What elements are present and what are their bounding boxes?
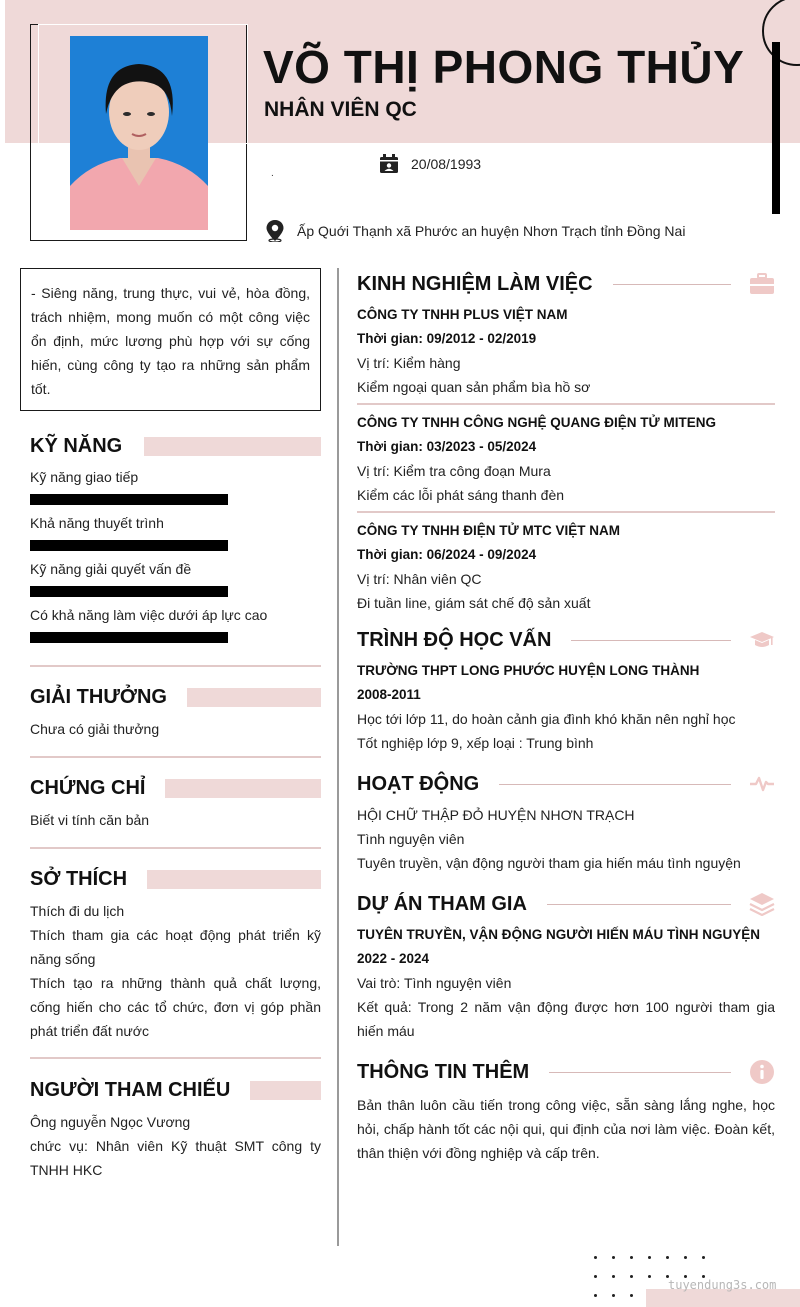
birthdate-text: 20/08/1993	[411, 156, 482, 172]
certificates-section	[30, 773, 321, 832]
section-title-bar	[250, 1081, 321, 1100]
section-title: KINH NGHIỆM LÀM VIỆC	[357, 272, 593, 295]
candidate-name: VÕ THỊ PHONG THỦY	[263, 41, 745, 93]
section-separator	[30, 1057, 321, 1059]
job-time: Thời gian: 09/2012 - 02/2019	[357, 331, 537, 346]
activity-role: Tình nguyện viên	[357, 831, 465, 847]
briefcase-icon	[749, 271, 775, 297]
layers-icon	[749, 891, 775, 917]
skill-level-fill	[30, 494, 228, 505]
skill-level-fill	[30, 632, 228, 643]
section-title-line	[571, 640, 731, 641]
career-summary: - Siêng năng, trung thực, vui vẻ, hòa đồng, trách nhiệm, mong muốn có một công việc ổn định, mức lương phù hợp với sự cống hiến, cùng công ty tạo ra những sản phẩm tốt.	[20, 268, 321, 411]
school-years: 2008-2011	[357, 687, 421, 702]
projects-section	[357, 889, 775, 1043]
section-title-line	[499, 784, 731, 785]
school-name: TRƯỜNG THPT LONG PHƯỚC HUYỆN LONG THÀNH	[357, 663, 700, 678]
skill-item	[30, 467, 321, 513]
section-title-line	[613, 284, 731, 285]
job-position: Vị trí: Kiểm tra công đoạn Mura	[357, 463, 551, 479]
activities-section	[357, 769, 775, 875]
awards-section	[30, 682, 321, 741]
skills-section	[30, 431, 321, 651]
section-title-bar	[144, 437, 321, 456]
address-row	[265, 220, 685, 242]
decorative-dot	[630, 1294, 633, 1297]
skill-level-bar	[30, 632, 228, 643]
job-description: Kiểm các lỗi phát sáng thanh đèn	[357, 487, 565, 503]
job-description: Kiểm ngoại quan sản phẩm bìa hồ sơ	[357, 379, 591, 395]
job-position: Vị trí: Nhân viên QC	[357, 571, 482, 587]
graduation-cap-icon	[749, 627, 775, 653]
section-title-line	[547, 904, 731, 905]
job-entry	[357, 303, 775, 399]
references-section	[30, 1075, 321, 1182]
education-section	[357, 625, 775, 755]
decorative-dot	[612, 1256, 615, 1259]
hobby-item: Thích tạo ra những thành quả chất lượng, cống hiến cho các tổ chức, đơn vị góp phần phát triển đất nước	[30, 975, 321, 1039]
extra-info-section	[357, 1057, 775, 1165]
watermark: tuyendung3s.com	[668, 1278, 777, 1292]
job-entry	[357, 519, 775, 615]
decorative-dot	[648, 1256, 651, 1259]
info-placeholder: .	[271, 168, 274, 179]
skill-level-fill	[30, 586, 228, 597]
section-title: SỞ THÍCH	[30, 867, 128, 890]
skill-item	[30, 559, 321, 605]
education-detail: Học tới lớp 11, do hoàn cảnh gia đình khó khăn nên nghỉ học	[357, 711, 736, 727]
job-time: Thời gian: 03/2023 - 05/2024	[357, 439, 537, 454]
decorative-dot	[594, 1256, 597, 1259]
decorative-dot	[648, 1275, 651, 1278]
section-title-bar	[187, 688, 321, 707]
candidate-role: NHÂN VIÊN QC	[264, 98, 417, 121]
section-title-bar	[165, 779, 321, 798]
section-separator	[30, 847, 321, 849]
skill-level-bar	[30, 586, 228, 597]
column-divider	[337, 268, 339, 1246]
activity-org: HỘI CHỮ THẬP ĐỎ HUYỆN NHƠN TRẠCH	[357, 807, 635, 823]
section-title: DỰ ÁN THAM GIA	[357, 892, 527, 915]
activity-description: Tuyên truyền, vận động người tham gia hiến máu tình nguyện	[357, 855, 741, 871]
skill-item	[30, 605, 321, 651]
hobbies-section	[30, 864, 321, 1043]
awards-text: Chưa có giải thưởng	[30, 721, 160, 737]
job-separator	[357, 511, 775, 513]
experience-section	[357, 269, 775, 615]
decorative-dot	[684, 1256, 687, 1259]
section-title: THÔNG TIN THÊM	[357, 1060, 530, 1083]
birthdate-row	[379, 154, 481, 174]
section-title: HOẠT ĐỘNG	[357, 772, 480, 795]
job-time: Thời gian: 06/2024 - 09/2024	[357, 547, 537, 562]
calendar-icon	[379, 154, 399, 174]
skill-level-fill	[30, 540, 228, 551]
section-title-bar	[147, 870, 321, 889]
skill-item	[30, 513, 321, 559]
hobby-item: Thích đi du lịch	[30, 903, 125, 919]
skill-label: Khả năng thuyết trình	[30, 515, 164, 531]
decorative-dot	[702, 1256, 705, 1259]
heartbeat-icon	[749, 771, 775, 797]
certificates-text: Biết vi tính căn bản	[30, 812, 150, 828]
hobby-item: Thích tham gia các hoạt động phát triển kỹ năng sống	[30, 927, 321, 967]
skill-label: Kỹ năng giải quyết vấn đề	[30, 561, 192, 577]
avatar	[70, 36, 208, 230]
section-title: TRÌNH ĐỘ HỌC VẤN	[357, 628, 552, 651]
section-separator	[30, 665, 321, 667]
decorative-dot	[630, 1275, 633, 1278]
project-result: Kết quả: Trong 2 năm vận động được hơn 100 người tham gia hiến máu	[357, 999, 775, 1039]
education-detail: Tốt nghiệp lớp 9, xếp loại : Trung bình	[357, 735, 594, 751]
address-text: Ấp Quới Thạnh xã Phước an huyện Nhơn Trạch tỉnh Đồng Nai	[297, 223, 686, 239]
map-pin-icon	[265, 220, 285, 242]
decorative-dot	[612, 1275, 615, 1278]
project-role: Vai trò: Tình nguyện viên	[357, 975, 512, 991]
job-company: CÔNG TY TNHH ĐIỆN TỬ MTC VIỆT NAM	[357, 523, 620, 538]
decorative-dot	[594, 1275, 597, 1278]
section-title: NGƯỜI THAM CHIẾU	[30, 1078, 231, 1101]
project-years: 2022 - 2024	[357, 951, 430, 966]
decorative-dot	[630, 1256, 633, 1259]
job-company: CÔNG TY TNHH CÔNG NGHỆ QUANG ĐIỆN TỬ MITENG	[357, 415, 716, 430]
decorative-dot	[666, 1256, 669, 1259]
decorative-dot	[594, 1294, 597, 1297]
job-company: CÔNG TY TNHH PLUS VIỆT NAM	[357, 307, 568, 322]
job-entry	[357, 411, 775, 507]
section-separator	[30, 756, 321, 758]
decorative-dot	[612, 1294, 615, 1297]
job-position: Vị trí: Kiểm hàng	[357, 355, 461, 371]
job-separator	[357, 403, 775, 405]
skill-level-bar	[30, 494, 228, 505]
extra-info-text: Bản thân luôn cầu tiến trong công việc, sẵn sàng lắng nghe, học hỏi, chấp hành tốt các nội qui, qui định của nơi làm việc. Đoàn kết, thân thiện với đồng nghiệp và cấp trên.	[357, 1097, 775, 1161]
job-description: Đi tuần line, giám sát chế độ sản xuất	[357, 595, 591, 611]
reference-position: chức vụ: Nhân viên Kỹ thuật SMT công ty TNHH HKC	[30, 1138, 321, 1178]
reference-name: Ông nguyễn Ngọc Vương	[30, 1114, 191, 1130]
section-title: GIẢI THƯỞNG	[30, 685, 167, 708]
project-name: TUYÊN TRUYỀN, VẬN ĐỘNG NGƯỜI HIẾN MÁU TÌNH NGUYỆN	[357, 927, 760, 942]
skill-label: Có khả năng làm việc dưới áp lực cao	[30, 607, 268, 623]
info-icon	[749, 1059, 775, 1085]
decorative-bar	[772, 42, 780, 214]
section-title-line	[549, 1072, 731, 1073]
section-title: CHỨNG CHỈ	[30, 776, 146, 799]
skill-level-bar	[30, 540, 228, 551]
skill-label: Kỹ năng giao tiếp	[30, 469, 139, 485]
section-title: KỸ NĂNG	[30, 434, 123, 457]
